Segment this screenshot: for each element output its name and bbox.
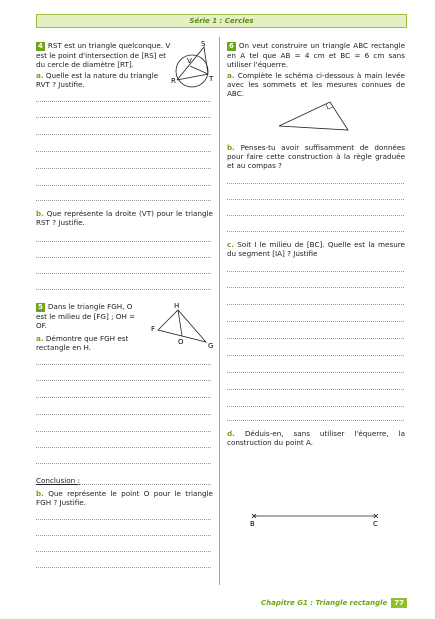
ex4-figure (170, 38, 218, 90)
ex4-number: 4 (38, 42, 43, 50)
answer-line (36, 134, 211, 136)
answer-line (36, 380, 211, 382)
answer-line (36, 185, 211, 187)
column-divider (219, 37, 220, 585)
answer-line (36, 447, 211, 449)
answer-line (36, 168, 211, 170)
label-G: G (208, 342, 214, 350)
ex4-question-a: a. Quelle est la nature du triangle RVT ? Justifie. (36, 71, 159, 89)
answer-line (227, 183, 404, 185)
answer-line (36, 257, 211, 259)
chapter-footer: Chapitre G1 : Triangle rectangle 77 (261, 598, 407, 608)
ex4-intro: 4 RST est un triangle quelconque. V est le point d'intersection de [RS] et du cercle de diamètre [RT]. (36, 41, 171, 69)
ex6-number: 6 (229, 42, 234, 50)
series-title: Série 1 : Cercles (36, 14, 407, 28)
ex5-number: 5 (38, 303, 43, 311)
ex6-question-d: d. Déduis-en, sans utiliser l'équerre, la construction du point A. (227, 429, 405, 447)
answer-line (227, 231, 404, 233)
label-V: V (187, 57, 192, 65)
label-T: T (209, 75, 214, 83)
ex5-question-a: a. Démontre que FGH est rectangle en H. (36, 334, 129, 352)
label-R: R (171, 77, 176, 85)
answer-line (36, 397, 211, 399)
answer-line (36, 431, 211, 433)
answer-line (227, 321, 404, 323)
answer-line (227, 338, 404, 340)
ex5-intro: 5 Dans le triangle FGH, O est le milieu de [FG] ; OH = OF. (36, 302, 136, 330)
answer-line (227, 215, 404, 217)
label-S: S (201, 40, 206, 48)
answer-line (36, 200, 211, 202)
page-number: 77 (391, 598, 407, 608)
answer-line (36, 241, 211, 243)
ex6-question-b: b. Penses-tu avoir suffisamment de données pour faire cette construction à la règle graduée et au compas ? (227, 143, 405, 170)
answer-line (227, 199, 404, 201)
answer-line (227, 420, 404, 422)
ex6-sketch (275, 98, 355, 136)
answer-line (36, 414, 211, 416)
label-F: F (151, 325, 156, 333)
answer-line (227, 287, 404, 289)
label-O: O (178, 338, 184, 346)
ex5-figure (148, 300, 218, 350)
answer-line (36, 151, 211, 153)
ex5-question-b: b. Que représente le point O pour le triangle FGH ? Justifie. (36, 489, 213, 507)
ex6-intro: 6 On veut construire un triangle ABC rectangle en A tel que AB = 4 cm et BC = 6 cm sans utiliser l'équerre. (227, 41, 405, 69)
answer-line (36, 117, 211, 119)
ex5-conclusion: Conclusion : (36, 476, 80, 485)
answer-line (78, 484, 211, 486)
ex4-question-b: b. Que représente la droite (VT) pour le triangle RST ? Justifie. (36, 209, 213, 227)
answer-line (36, 101, 211, 103)
label-H: H (174, 302, 180, 310)
answer-line (227, 389, 404, 391)
answer-line (227, 304, 404, 306)
answer-line (36, 364, 211, 366)
label-B: B (250, 520, 255, 528)
ex6-question-c: c. Soit I le milieu de [BC]. Quelle est la mesure du segment [IA] ? Justifie (227, 240, 405, 258)
answer-line (36, 289, 211, 291)
label-C: C (373, 520, 378, 528)
answer-line (36, 273, 211, 275)
answer-line (36, 551, 211, 553)
answer-line (36, 519, 211, 521)
answer-line (36, 567, 211, 569)
answer-line (227, 271, 404, 273)
answer-line (36, 535, 211, 537)
answer-line (227, 406, 404, 408)
answer-line (227, 355, 404, 357)
answer-line (227, 372, 404, 374)
segment-BC (246, 508, 386, 528)
answer-line (36, 463, 211, 465)
ex6-question-a: a. Complète le schéma ci-dessous à main levée avec les sommets et les mesures connues de ABC. (227, 71, 405, 98)
